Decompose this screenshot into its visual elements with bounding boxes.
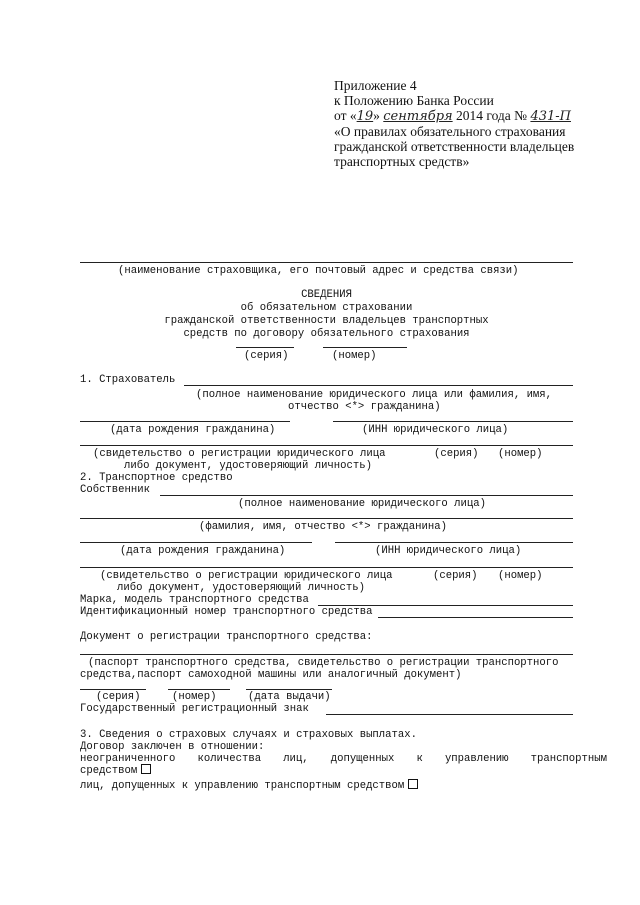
section3-label: 3. Сведения о страховых случаях и страховых выплатах.: [80, 729, 417, 741]
insurer-caption: (наименование страховщика, его почтовый адрес и средства связи): [118, 265, 519, 277]
plate-field-line: [326, 714, 573, 715]
appendix-year: 2014 года №: [456, 108, 528, 123]
insurer-field-line: [80, 262, 573, 263]
appendix-month-handwritten: сентября: [383, 109, 453, 124]
unlimited-word-3: лиц,: [283, 753, 309, 765]
s1-cert-line: [80, 445, 573, 446]
s1-cert-number: (номер): [498, 448, 543, 460]
owner-label: Собственник: [80, 484, 150, 496]
owner-caption: (полное наименование юридического лица): [238, 498, 486, 510]
appendix-doc-title-1: «О правилах обязательного страхования: [334, 124, 566, 139]
s1-birth-caption: (дата рождения гражданина): [110, 424, 276, 436]
s2-inn-caption: (ИНН юридического лица): [375, 545, 522, 557]
unlimited-checkbox[interactable]: [141, 764, 151, 774]
limited-text: лиц, допущенных к управлению транспортным средством: [80, 780, 405, 792]
s1-birth-line: [80, 421, 290, 422]
appendix-title: Приложение 4: [334, 78, 417, 93]
unlimited-tail-text: средством: [80, 765, 138, 777]
series-caption: (серия): [244, 350, 289, 362]
s2-cert-series: (серия): [433, 570, 478, 582]
reg-doc-caption-1: (паспорт транспортного средства, свидетельство о регистрации транспортного: [88, 657, 559, 669]
s1-cert-caption-2: либо документ, удостоверяющий личность): [124, 460, 372, 472]
s2-birth-caption: (дата рождения гражданина): [120, 545, 286, 557]
reg-doc-field-line: [80, 654, 573, 655]
form-subtitle-1: об обязательном страховании: [240, 302, 413, 314]
appendix-doc-title-3: транспортных средств»: [334, 154, 470, 169]
form-title: СВЕДЕНИЯ: [301, 289, 352, 301]
unlimited-tail: [80, 765, 151, 777]
s2-cert-number: (номер): [498, 570, 543, 582]
appendix-regulation: к Положению Банка России: [334, 93, 494, 108]
s2-cert-caption-2: либо документ, удостоверяющий личность): [117, 582, 365, 594]
limited-row: [80, 780, 418, 792]
plate-label: Государственный регистрационный знак: [80, 703, 309, 715]
reg-date-caption: (дата выдачи): [248, 691, 331, 703]
unlimited-word-6: управлению: [444, 753, 509, 765]
model-label: Марка, модель транспортного средства: [80, 594, 309, 606]
s2-inn-line: [335, 542, 573, 543]
form-subtitle-2: гражданской ответственности владельцев транспортных: [164, 315, 489, 327]
section1-label: 1. Страхователь: [80, 374, 176, 386]
contract-label: Договор заключен в отношении:: [80, 741, 265, 753]
reg-doc-label: Документ о регистрации транспортного средства:: [80, 631, 373, 643]
unlimited-row: [80, 753, 607, 765]
unlimited-word-5: к: [416, 753, 423, 765]
unlimited-word-7: транспортным: [530, 753, 607, 765]
s2-cert-caption-1: (свидетельство о регистрации юридического лица: [100, 570, 393, 582]
number-caption: (номер): [332, 350, 377, 362]
form-subtitle-3: средств по договору обязательного страхования: [183, 328, 470, 340]
appendix-day-handwritten: 19: [356, 109, 374, 124]
s1-inn-line: [333, 421, 573, 422]
appendix-date-from: от «: [334, 108, 357, 123]
unlimited-word-1: неограниченного: [80, 753, 176, 765]
unlimited-word-2: количества: [197, 753, 262, 765]
reg-number-line: [168, 689, 230, 690]
fio-caption: (фамилия, имя, отчество <*> гражданина): [199, 521, 447, 533]
number-field-line: [323, 347, 407, 348]
s1-cert-caption-1: (свидетельство о регистрации юридического лица: [93, 448, 386, 460]
policyholder-caption-2: отчество <*> гражданина): [288, 401, 441, 413]
vin-field-line: [378, 617, 573, 618]
reg-doc-caption-2: средства,паспорт самоходной машины или аналогичный документ): [80, 669, 462, 681]
unlimited-word-4: допущенных: [330, 753, 395, 765]
s1-inn-caption: (ИНН юридического лица): [362, 424, 509, 436]
policyholder-field-line: [184, 385, 573, 386]
appendix-date-mid: »: [373, 108, 380, 123]
reg-number-caption: (номер): [172, 691, 217, 703]
s2-cert-line: [80, 567, 573, 568]
reg-series-line: [80, 689, 146, 690]
owner-field-line: [160, 495, 573, 496]
s2-birth-line: [80, 542, 312, 543]
reg-date-line: [246, 689, 332, 690]
appendix-doc-title-2: гражданской ответственности владельцев: [334, 139, 575, 154]
appendix-number-handwritten: 431-П: [530, 109, 571, 124]
policyholder-caption-1: (полное наименование юридического лица или фамилия, имя,: [196, 389, 553, 401]
reg-series-caption: (серия): [96, 691, 141, 703]
vin-label: Идентификационный номер транспортного средства: [80, 606, 373, 618]
section2-label: 2. Транспортное средство: [80, 472, 233, 484]
fio-field-line: [80, 518, 573, 519]
appendix-block: [334, 78, 634, 169]
appendix-date-line: [334, 108, 634, 124]
limited-checkbox[interactable]: [408, 779, 418, 789]
s1-cert-series: (серия): [434, 448, 479, 460]
series-field-line: [236, 347, 294, 348]
